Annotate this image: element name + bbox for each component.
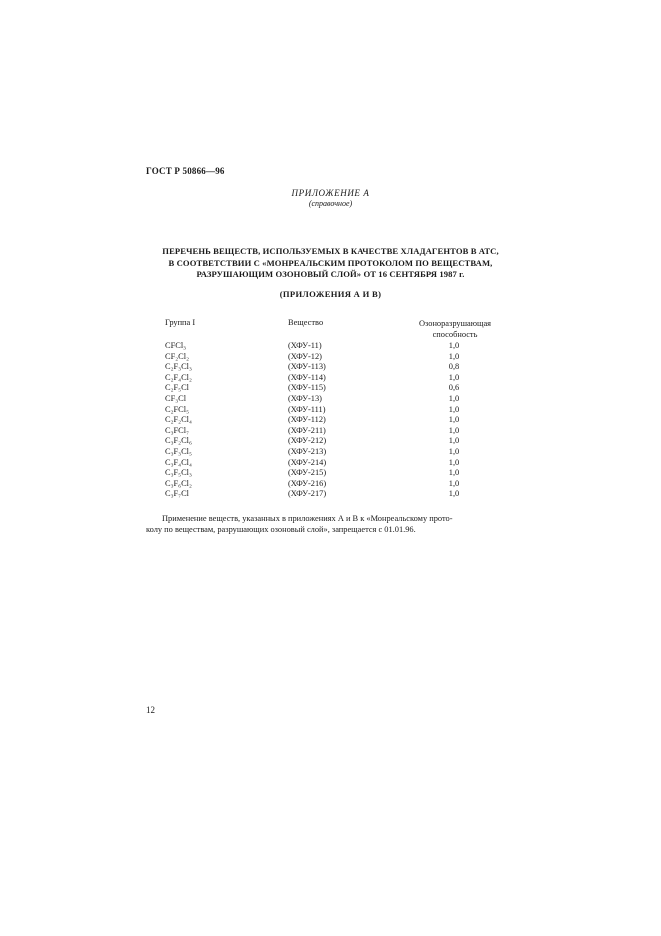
substance-cell: (ХФУ-112) bbox=[288, 415, 326, 425]
formula-cell: C₂FCl₅ bbox=[165, 404, 189, 414]
substance-cell: (ХФУ-111) bbox=[288, 404, 326, 414]
formula-cell: C₃F₆Cl₂ bbox=[165, 478, 192, 488]
appendix-title: ПРИЛОЖЕНИЕ А bbox=[291, 188, 370, 198]
table-row bbox=[0, 447, 661, 458]
odp-cell: 1,0 bbox=[448, 415, 460, 425]
table-row bbox=[0, 436, 661, 447]
table-row bbox=[0, 405, 661, 416]
table-row bbox=[0, 373, 661, 384]
substance-cell: (ХФУ-113) bbox=[288, 362, 326, 372]
odp-cell: 1,0 bbox=[448, 404, 460, 414]
odp-cell: 1,0 bbox=[448, 393, 460, 403]
odp-cell: 1,0 bbox=[448, 478, 460, 488]
formula-cell: C₂F₃Cl₃ bbox=[165, 362, 192, 372]
formula-cell: C₃F₂Cl₆ bbox=[165, 436, 192, 446]
section-heading bbox=[120, 246, 541, 281]
odp-cell: 1,0 bbox=[448, 489, 460, 499]
odp-cell: 1,0 bbox=[448, 446, 460, 456]
table-row bbox=[0, 341, 661, 352]
page-number: 12 bbox=[146, 705, 155, 715]
section-subheading: (ПРИЛОЖЕНИЯ А И В) bbox=[279, 289, 382, 299]
odp-cell: 1,0 bbox=[448, 436, 460, 446]
odp-cell: 0,6 bbox=[448, 383, 460, 393]
table-row bbox=[0, 489, 661, 500]
table-row bbox=[0, 479, 661, 490]
heading-line-1: ПЕРЕЧЕНЬ ВЕЩЕСТВ, ИСПОЛЬЗУЕМЫХ В КАЧЕСТВЕ ХЛАДАГЕНТОВ В АТС, bbox=[162, 246, 499, 256]
column-header-odp-line-2: способность bbox=[432, 330, 478, 339]
substance-cell: (ХФУ-212) bbox=[288, 436, 327, 446]
odp-cell: 1,0 bbox=[448, 425, 460, 435]
formula-cell: C₃F₄Cl₄ bbox=[165, 457, 192, 467]
column-header-odp-line-1: Озоноразрушающая bbox=[418, 319, 492, 328]
heading-line-2: В СООТВЕТСТВИИ С «МОНРЕАЛЬСКИМ ПРОТОКОЛОМ ПО ВЕЩЕСТВАМ, bbox=[168, 257, 493, 268]
table-row bbox=[0, 415, 661, 426]
table-row bbox=[0, 468, 661, 479]
formula-cell: C₂F₄Cl₂ bbox=[165, 372, 192, 382]
odp-cell: 1,0 bbox=[448, 457, 460, 467]
standard-code: ГОСТ Р 50866—96 bbox=[146, 166, 225, 176]
substance-cell: (ХФУ-216) bbox=[288, 478, 327, 488]
formula-cell: CF₂Cl₂ bbox=[165, 351, 189, 361]
formula-cell: CFCl₃ bbox=[165, 341, 187, 350]
formula-cell: CF₃Cl bbox=[165, 393, 187, 403]
column-header-substance: Вещество bbox=[288, 318, 324, 327]
substance-cell: (ХФУ-214) bbox=[288, 457, 327, 467]
formula-cell: C₃F₇Cl bbox=[165, 489, 189, 499]
substance-cell: (ХФУ-11) bbox=[288, 341, 322, 350]
odp-cell: 0,8 bbox=[448, 362, 460, 372]
odp-cell: 1,0 bbox=[448, 372, 460, 382]
odp-cell: 1,0 bbox=[448, 351, 460, 361]
column-header-group: Группа I bbox=[165, 318, 196, 327]
formula-cell: C₃F₃Cl₅ bbox=[165, 446, 192, 456]
column-header-odp bbox=[400, 318, 510, 340]
substance-cell: (ХФУ-12) bbox=[288, 351, 322, 361]
substance-cell: (ХФУ-114) bbox=[288, 372, 326, 382]
paragraph-line-2: колу по веществам, разрушающих озоновый слой», запрещается с 01.01.96. bbox=[146, 525, 416, 534]
table-row bbox=[0, 426, 661, 437]
substance-cell: (ХФУ-13) bbox=[288, 393, 322, 403]
body-paragraph bbox=[146, 513, 530, 535]
substance-cell: (ХФУ-213) bbox=[288, 446, 327, 456]
substance-cell: (ХФУ-115) bbox=[288, 383, 326, 393]
table-row bbox=[0, 458, 661, 469]
odp-cell: 1,0 bbox=[448, 468, 460, 478]
table-body bbox=[0, 341, 661, 500]
formula-cell: C₂F₂Cl₄ bbox=[165, 415, 192, 425]
table-row bbox=[0, 352, 661, 363]
formula-cell: C₂F₅Cl bbox=[165, 383, 189, 393]
formula-cell: C₃F₅Cl₃ bbox=[165, 468, 192, 478]
heading-line-3: РАЗРУШАЮЩИМ ОЗОНОВЫЙ СЛОЙ» ОТ 16 СЕНТЯБРЯ 1987 г. bbox=[196, 269, 465, 279]
substance-cell: (ХФУ-217) bbox=[288, 489, 327, 499]
table-row bbox=[0, 362, 661, 373]
table-row bbox=[0, 394, 661, 405]
appendix-note: (справочное) bbox=[308, 199, 353, 208]
odp-cell: 1,0 bbox=[448, 341, 460, 350]
paragraph-line-1: Применение веществ, указанных в приложениях А и В к «Монреальскому прото- bbox=[162, 514, 453, 523]
substance-cell: (ХФУ-211) bbox=[288, 425, 326, 435]
formula-cell: C₃FCl₇ bbox=[165, 425, 189, 435]
substance-cell: (ХФУ-215) bbox=[288, 468, 327, 478]
table-row bbox=[0, 383, 661, 394]
